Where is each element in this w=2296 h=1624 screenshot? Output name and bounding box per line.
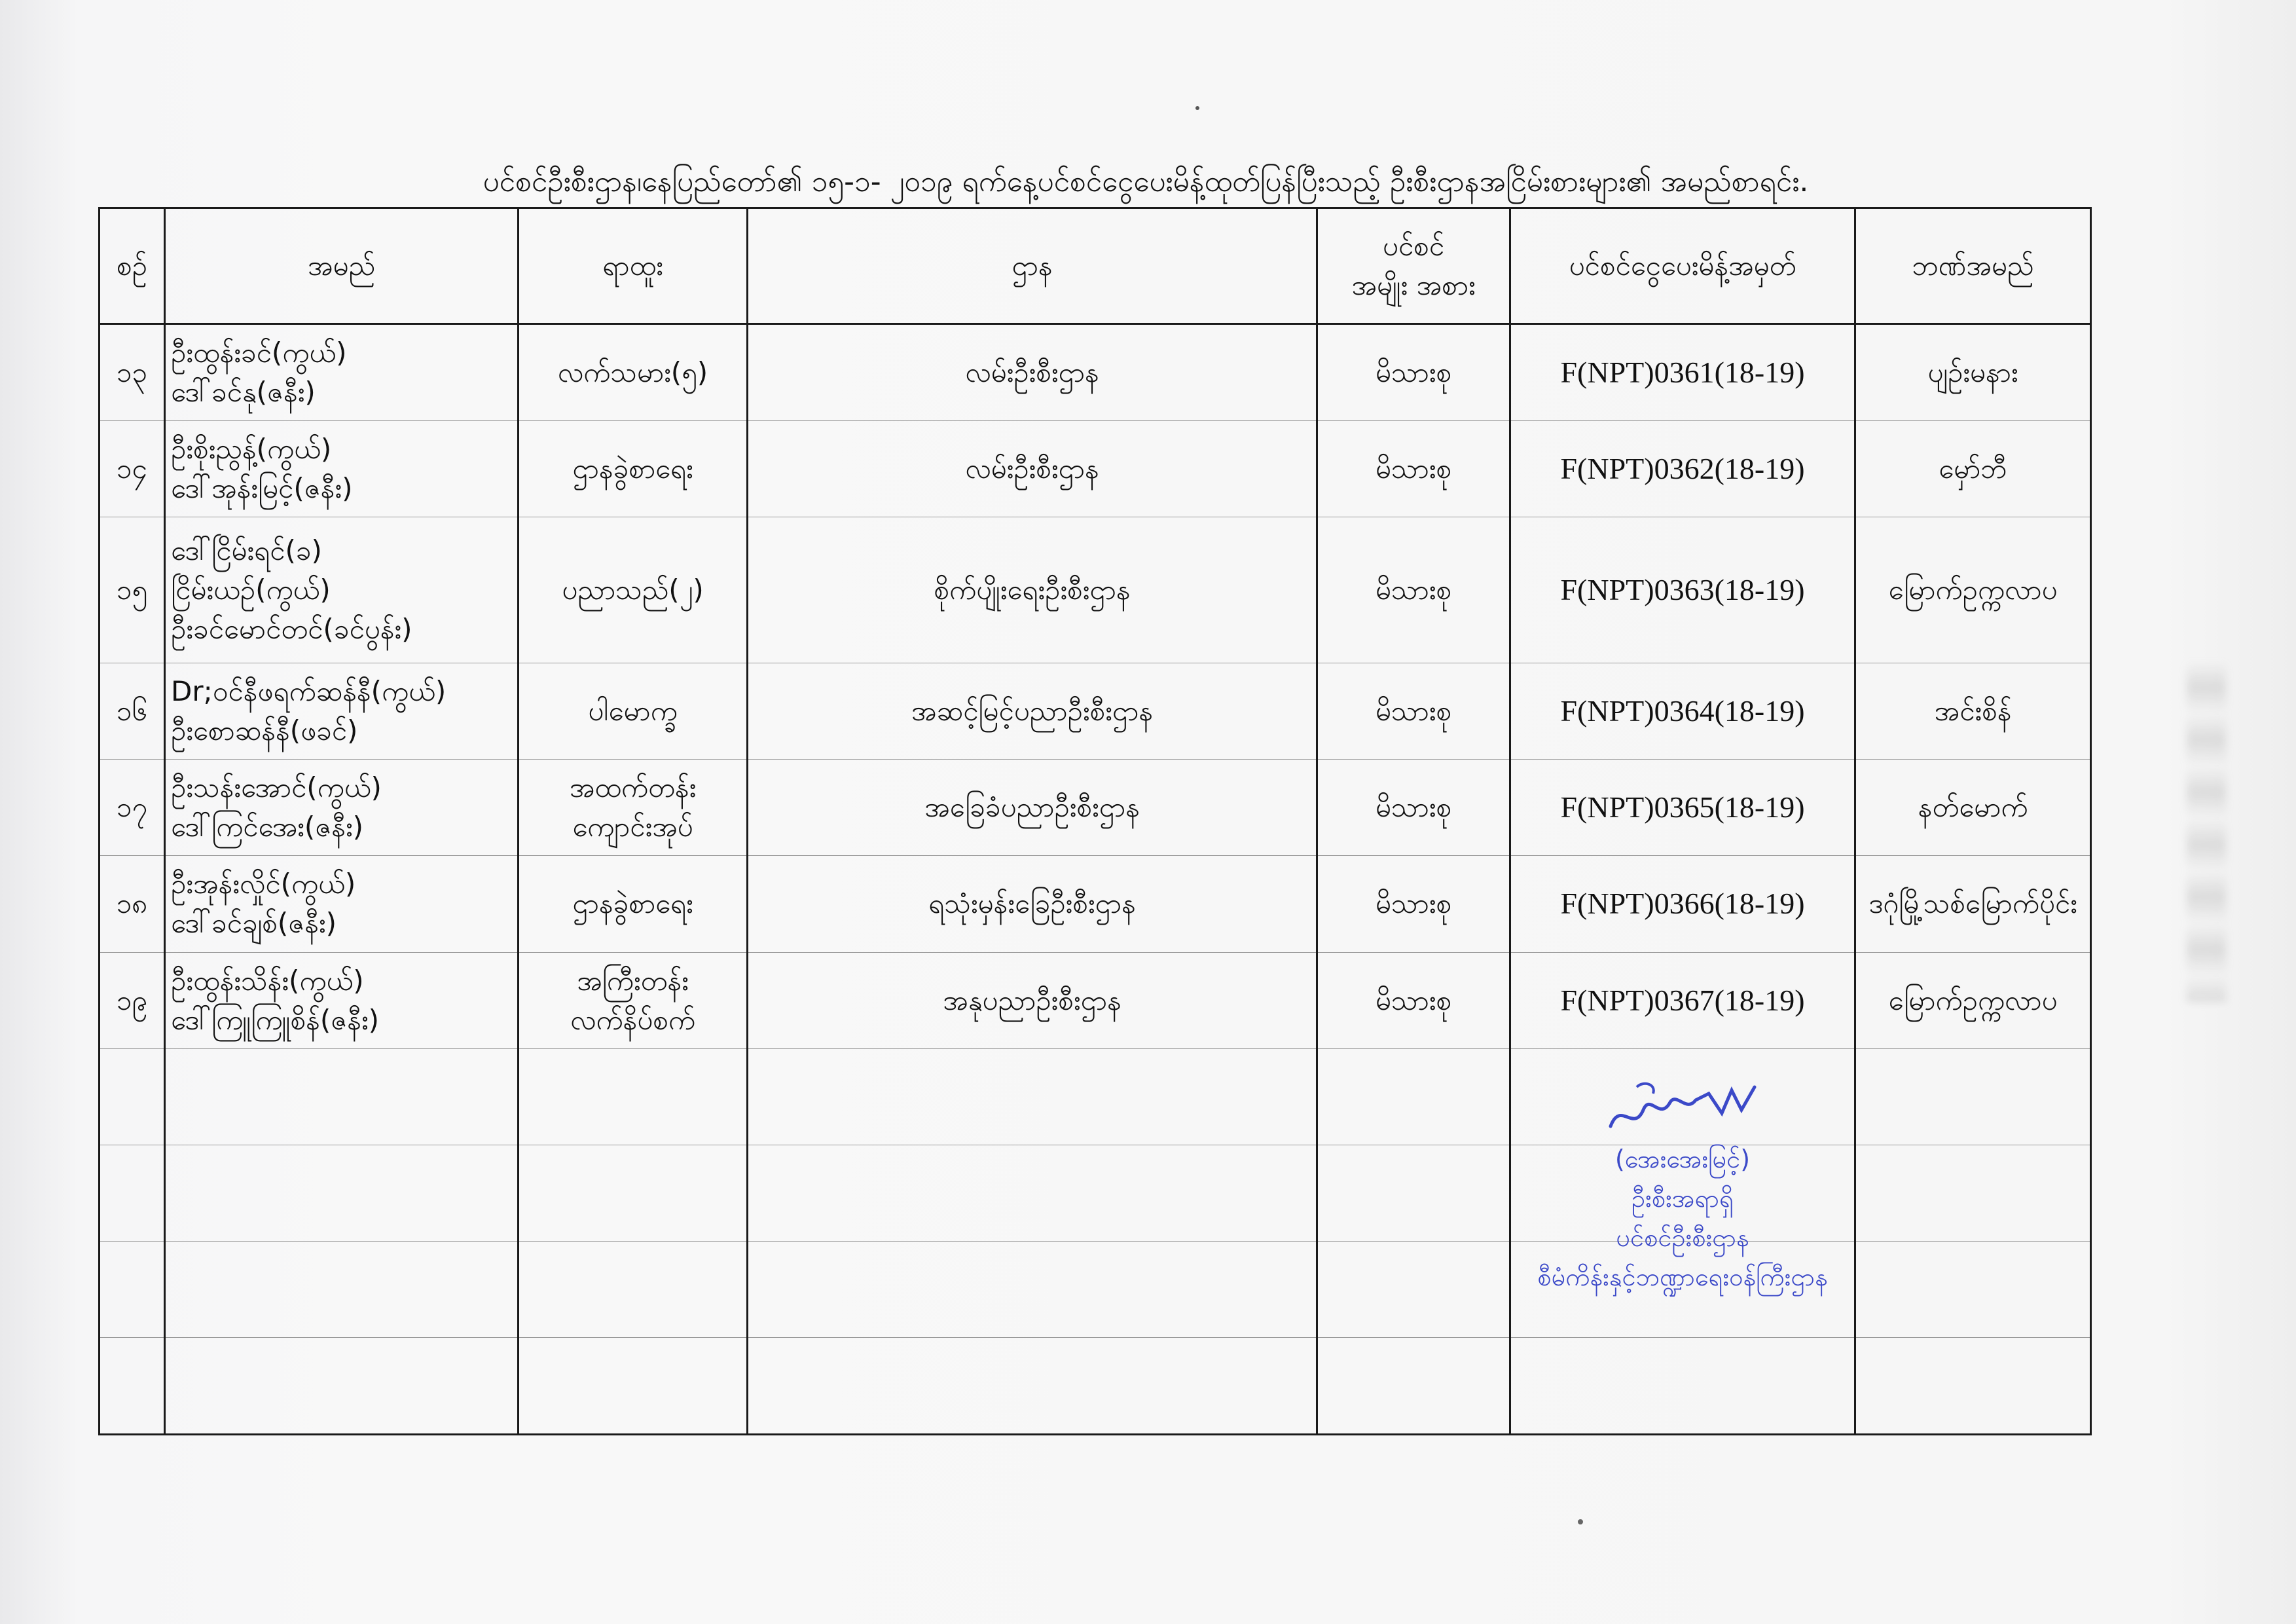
cell-dept: အဆင့်မြင့်ပညာဦးစီးဌာန [748, 663, 1317, 760]
cell-dept: လမ်းဦးစီးဌာန [748, 324, 1317, 421]
name-line: ဦးစောဆန်နီ(ဖခင်) [171, 714, 358, 747]
empty-cell [748, 1048, 1317, 1145]
cell-no: ၁၅ [100, 517, 165, 663]
cell-name [165, 760, 519, 856]
rank-line: ကျောင်းအုပ် [572, 811, 693, 843]
header-pension-type-line2: အမျိုး အစား [1351, 269, 1476, 301]
table-row [100, 663, 2091, 760]
table-header-row [100, 208, 2091, 324]
header-pension-type [1317, 208, 1510, 324]
cell-name [165, 517, 519, 663]
name-line: ဒေါ်ကြင်အေး(ဇနီး) [171, 811, 363, 843]
cell-type: မိသားစု [1317, 952, 1510, 1048]
cell-type: မိသားစု [1317, 760, 1510, 856]
table-row [100, 421, 2091, 517]
empty-cell [1510, 1337, 1855, 1434]
empty-cell [1317, 1241, 1510, 1337]
document-title: ပင်စင်ဦးစီးဌာန၊နေပြည်တော်၏ ၁၅-၁- ၂၀၁၉ ရက်နေ့ပင်စင်ငွေပေးမိန့်ထုတ်ပြန်ပြီးသည့် ဦးစီးဌာနအငြိမ်းစားများ၏ အမည်စာရင်း. [483, 165, 1809, 198]
cell-name [165, 663, 519, 760]
empty-cell [165, 1048, 519, 1145]
cell-bank: ပျဉ်းမနား [1855, 324, 2091, 421]
scan-speck [1195, 106, 1199, 110]
empty-cell [1855, 1337, 2091, 1434]
table-row [100, 760, 2091, 856]
cell-rank: ဌာနခွဲစာရေး [519, 421, 748, 517]
cell-name [165, 421, 519, 517]
cell-dept: ရသုံးမှန်းခြေဦးစီးဌာန [748, 856, 1317, 952]
name-line: ဦးသန်းအောင်(ကွယ်) [171, 771, 382, 804]
name-line: Dr;ဝင်နီဖရက်ဆန်နီ(ကွယ်) [171, 675, 446, 708]
cell-order-no: F(NPT)0362(18-19) [1510, 421, 1855, 517]
cell-type: မိသားစု [1317, 324, 1510, 421]
empty-cell [519, 1145, 748, 1241]
cell-order-no: F(NPT)0363(18-19) [1510, 517, 1855, 663]
empty-cell [165, 1241, 519, 1337]
empty-cell [165, 1145, 519, 1241]
name-line: ဒေါ်ခင်ချစ်(ဇနီး) [171, 907, 337, 940]
header-order-no: ပင်စင်ငွေပေးမိန့်အမှတ် [1510, 208, 1855, 324]
cell-rank: ပါမောက္ခ [519, 663, 748, 760]
stamp-office: ပင်စင်ဦးစီးဌာန [1616, 1223, 1749, 1252]
scan-speck [1578, 1519, 1583, 1524]
cell-order-no: F(NPT)0367(18-19) [1510, 952, 1855, 1048]
cell-name [165, 952, 519, 1048]
empty-row [100, 1337, 2091, 1434]
cell-rank [519, 760, 748, 856]
empty-cell [1317, 1337, 1510, 1434]
cell-order-no: F(NPT)0366(18-19) [1510, 856, 1855, 952]
cell-order-no: F(NPT)0364(18-19) [1510, 663, 1855, 760]
table-row [100, 324, 2091, 421]
header-pension-type-line1: ပင်စင် [1382, 230, 1445, 262]
stamp-position: ဦးစီးအရာရှိ [1631, 1184, 1734, 1213]
name-line: ဒေါ်ကြူကြူစိန်(ဇနီး) [171, 1003, 380, 1036]
cell-no: ၁၃ [100, 324, 165, 421]
cell-type: မိသားစု [1317, 421, 1510, 517]
cell-bank: မှော်ဘီ [1855, 421, 2091, 517]
empty-cell [100, 1337, 165, 1434]
empty-cell [748, 1241, 1317, 1337]
rank-line: လက်နိပ်စက် [570, 1003, 695, 1036]
cell-bank: မြောက်ဥက္ကလာပ [1855, 517, 2091, 663]
empty-cell [519, 1241, 748, 1337]
name-line: ဒေါ်အုန်းမြင့်(ဇနီး) [171, 472, 353, 505]
table-row [100, 856, 2091, 952]
cell-type: မိသားစု [1317, 517, 1510, 663]
cell-bank: ဒဂုံမြို့သစ်မြောက်ပိုင်း [1855, 856, 2091, 952]
empty-cell [1855, 1241, 2091, 1337]
cell-bank: နတ်မောက် [1855, 760, 2091, 856]
empty-cell [1855, 1048, 2091, 1145]
empty-cell [100, 1048, 165, 1145]
rank-line: အထက်တန်း [569, 771, 697, 804]
cell-order-no: F(NPT)0365(18-19) [1510, 760, 1855, 856]
name-line: ငြိမ်းယဉ်(ကွယ်) [171, 574, 331, 606]
cell-no: ၁၄ [100, 421, 165, 517]
empty-cell [1317, 1048, 1510, 1145]
empty-cell [519, 1048, 748, 1145]
cell-type: မိသားစု [1317, 856, 1510, 952]
empty-cell [748, 1145, 1317, 1241]
rank-line: အကြီးတန်း [577, 964, 689, 997]
header-bank: ဘဏ်အမည် [1855, 208, 2091, 324]
name-line: ဦးခင်မောင်တင်(ခင်ပွန်း) [171, 613, 412, 646]
cell-rank [519, 952, 748, 1048]
cell-dept: လမ်းဦးစီးဌာန [748, 421, 1317, 517]
empty-cell [165, 1337, 519, 1434]
name-line: ဒေါ်ခင်နု(ဇနီး) [171, 376, 316, 409]
cell-dept: စိုက်ပျိုးရေးဦးစီးဌာန [748, 517, 1317, 663]
cell-no: ၁၈ [100, 856, 165, 952]
name-line: ဦးထွန်းသိန်း(ကွယ်) [171, 964, 364, 997]
cell-no: ၁၉ [100, 952, 165, 1048]
cell-order-no: F(NPT)0361(18-19) [1510, 324, 1855, 421]
name-line: ဒေါ်ငြိမ်းရင်(ခ) [171, 534, 322, 567]
empty-cell [519, 1337, 748, 1434]
name-line: ဦးအုန်းလှိုင်(ကွယ်) [171, 868, 356, 900]
header-dept: ဌာန [748, 208, 1317, 324]
stamp-ministry: စီမံကိန်းနှင့်ဘဏ္ဍာရေးဝန်ကြီးဌာန [1537, 1263, 1828, 1291]
name-line: ဦးထွန်းခင်(ကွယ်) [171, 337, 347, 369]
official-stamp [1486, 1074, 1879, 1297]
header-name: အမည် [165, 208, 519, 324]
header-no: စဉ် [100, 208, 165, 324]
cell-dept: အနုပညာဦးစီးဌာန [748, 952, 1317, 1048]
cell-rank: ဌာနခွဲစာရေး [519, 856, 748, 952]
signature-scribble [1597, 1074, 1768, 1139]
empty-cell [1855, 1145, 2091, 1241]
empty-cell [100, 1241, 165, 1337]
stamp-signer: (အေးအေးမြင့်) [1614, 1145, 1751, 1173]
empty-cell [100, 1145, 165, 1241]
cell-name [165, 324, 519, 421]
cell-bank: အင်းစိန် [1855, 663, 2091, 760]
table-row [100, 952, 2091, 1048]
header-rank: ရာထူး [519, 208, 748, 324]
empty-cell [748, 1337, 1317, 1434]
empty-cell [1317, 1145, 1510, 1241]
scan-smudge [2187, 661, 2226, 1002]
cell-rank: လက်သမား(၅) [519, 324, 748, 421]
cell-no: ၁၇ [100, 760, 165, 856]
table-row [100, 517, 2091, 663]
cell-dept: အခြေခံပညာဦးစီးဌာန [748, 760, 1317, 856]
cell-no: ၁၆ [100, 663, 165, 760]
cell-type: မိသားစု [1317, 663, 1510, 760]
handwritten-signature [1486, 1074, 1879, 1139]
name-line: ဦးစိုးညွန့်(ကွယ်) [171, 433, 332, 466]
cell-rank: ပညာသည်(၂) [519, 517, 748, 663]
cell-name [165, 856, 519, 952]
cell-bank: မြောက်ဥက္ကလာပ [1855, 952, 2091, 1048]
